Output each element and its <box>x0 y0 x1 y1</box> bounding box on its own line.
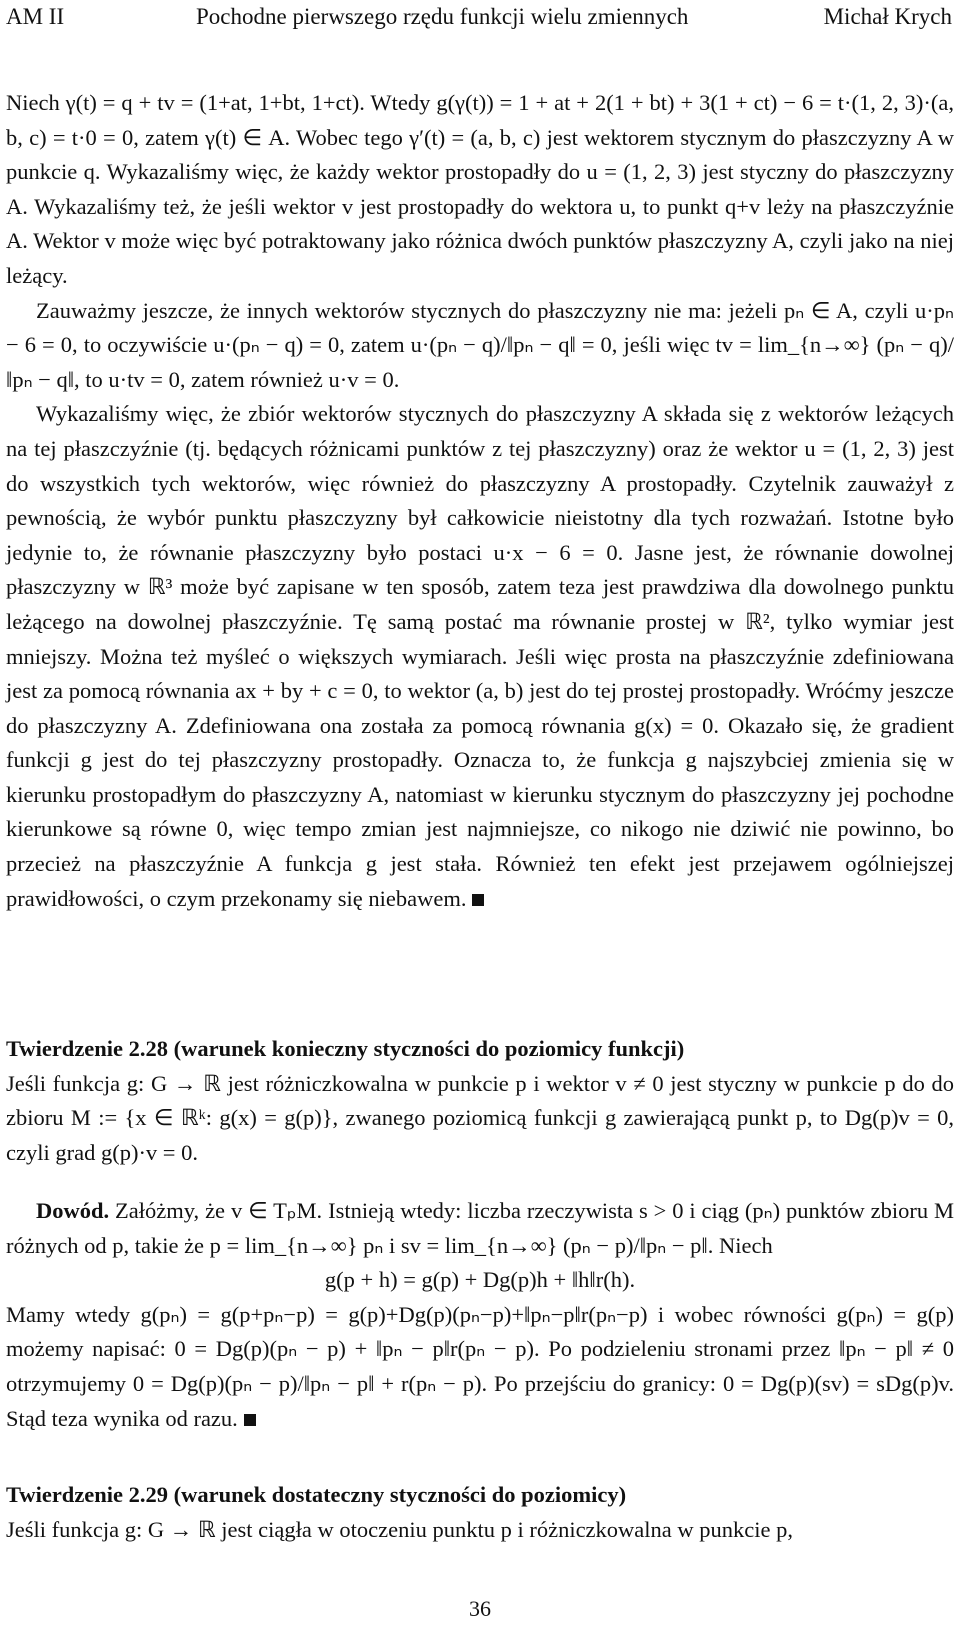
conclusion-text: Wykazaliśmy więc, że zbiór wektorów stycznych do płaszczyzny A składa się z wektorów leżących na tej płaszczyźnie (tj. będących różnicami punktów z tej płaszczyzny) oraz że wektor u = (1, 2, 3) jest do wszystkich tych wektorów, więc również do płaszczyzny A prostopadły. Czytelnik zauważył z pewnością, że wybór punktu płaszczyzny był całkowicie nieistotny dla tych rozważań. Istotne było jedynie to, że równanie płaszczyzny było postaci u·x − 6 = 0. Jasne jest, że równanie dowolnej płaszczyzny w ℝ³ może być zapisane w ten sposób, zatem teza jest prawdziwa dla dowolnego punktu leżącego na dowolnej płaszczyźnie. Tę samą postać ma równanie prostej w ℝ², tylko wymiar jest mniejszy. Można też myśleć o większych wymiarach. Jeśli więc prosta na płaszczyźnie zdefiniowana jest za pomocą równania ax + by + c = 0, to wektor (a, b) jest do tej prostej prostopadły. Wróćmy jeszcze do płaszczyzny A. Zdefiniowana ona została za pomocą równania g(x) = 0. Okazało się, że gradient funkcji g jest do tej płaszczyzny prostopadły. Oznacza to, że funkcja g najszybciej zmienia się w kierunku prostopadłym do płaszczyzny A, natomiast w kierunku stycznym do płaszczyzny jej pochodne kierunkowe są równe 0, więc tempo zmian jest najmniejsze, co nikogo nie dziwić nie powinno, bo przecież na płaszczyźnie A funkcja g jest stała. Również ten efekt jest przejawem ogólniejszej prawidłowości, o czym przekonamy się niebawem. <box>6 401 954 911</box>
theorem-2-29 <box>6 1478 954 1547</box>
main-text <box>6 86 954 916</box>
proof-display-equation: g(p + h) = g(p) + Dg(p)h + ‖h‖r(h). <box>324 1267 636 1293</box>
proof-2-28 <box>6 1194 954 1436</box>
header-course: AM II <box>6 4 65 29</box>
page-number: 36 <box>469 1596 491 1621</box>
qed-square-icon <box>472 894 484 906</box>
proof-label: Dowód. <box>36 1198 110 1223</box>
proof-second-part <box>6 1298 954 1436</box>
proof-text-1: Załóżmy, że v ∈ TₚM. Istnieją wtedy: liczba rzeczywista s > 0 i ciąg (pₙ) punktów zbioru M różnych od p, takie że p = lim_{n→∞} pₙ i sv = lim_{n→∞} (pₙ − p)/‖pₙ − p‖. Niech <box>6 1198 955 1258</box>
running-header <box>6 4 952 34</box>
theorem-2-28-title: Twierdzenie 2.28 (warunek konieczny styczności do poziomicy funkcji) <box>6 1036 685 1061</box>
paragraph-conclusion <box>6 397 954 916</box>
proof-first-part <box>6 1194 954 1263</box>
theorem-2-29-title: Twierdzenie 2.29 (warunek dostateczny styczności do poziomicy) <box>6 1482 627 1507</box>
header-author: Michał Krych <box>823 4 952 29</box>
paragraph-tangent-derivation: Niech γ(t) = q + tv = (1+at, 1+bt, 1+ct). Wtedy g(γ(t)) = 1 + at + 2(1 + bt) + 3(1 + ct) − 6 = t·(1, 2, 3)·(a, b, c) = t·0 = 0, zatem γ(t) ∈ A. Wobec tego γ′(t) = (a, b, c) jest wektorem stycznym do płaszczyzny A w punkcie q. Wykazaliśmy więc, że każdy wektor prostopadły do u = (1, 2, 3) jest styczny do płaszczyzny A. Wykazaliśmy też, że jeśli wektor v jest prostopadły do wektora u, to punkt q+v leży na płaszczyźnie A. Wektor v może więc być potraktowany jako różnica dwóch punktów płaszczyzny A, czyli jako na niej leżący. <box>6 90 954 288</box>
header-chapter-title: Pochodne pierwszego rzędu funkcji wielu zmiennych <box>196 4 689 29</box>
theorem-2-28-statement: Jeśli funkcja g: G → ℝ jest różniczkowalna w punkcie p i wektor v ≠ 0 jest styczny w punkcie p do do zbioru M := {x ∈ ℝᵏ: g(x) = g(p)}, zwanego poziomicą funkcji g zawierającą punkt p, to Dg(p)v = 0, czyli grad g(p)·v = 0. <box>6 1070 954 1165</box>
theorem-2-29-statement: Jeśli funkcja g: G → ℝ jest ciągła w otoczeniu punktu p i różniczkowalna w punkcie p, <box>6 1516 793 1542</box>
qed-square-icon-2 <box>244 1414 256 1426</box>
paragraph-no-other-tangents: Zauważmy jeszcze, że innych wektorów stycznych do płaszczyzny nie ma: jeżeli pₙ ∈ A, czyli u·pₙ − 6 = 0, to oczywiście u·(pₙ − q) = 0, zatem u·(pₙ − q)/‖pₙ − q‖ = 0, jeśli więc tv = lim_{n→∞} (pₙ − q)/‖pₙ − q‖, to u·tv = 0, zatem również u·v = 0. <box>6 297 954 392</box>
theorem-2-28 <box>6 1032 954 1170</box>
proof-text-2: Mamy wtedy g(pₙ) = g(p+pₙ−p) = g(p)+Dg(p)(pₙ−p)+‖pₙ−p‖r(pₙ−p) i wobec równości g(pₙ) = g(p) możemy napisać: 0 = Dg(p)(pₙ − p) + ‖pₙ − p‖r(pₙ − p). Po podzieleniu stronami przez ‖pₙ − p‖ ≠ 0 otrzymujemy 0 = Dg(p)(pₙ − p)/‖pₙ − p‖ + r(pₙ − p). Po przejściu do granicy: 0 = Dg(p)(sv) = sDg(p)v. Stąd teza wynika od razu. <box>6 1301 954 1431</box>
